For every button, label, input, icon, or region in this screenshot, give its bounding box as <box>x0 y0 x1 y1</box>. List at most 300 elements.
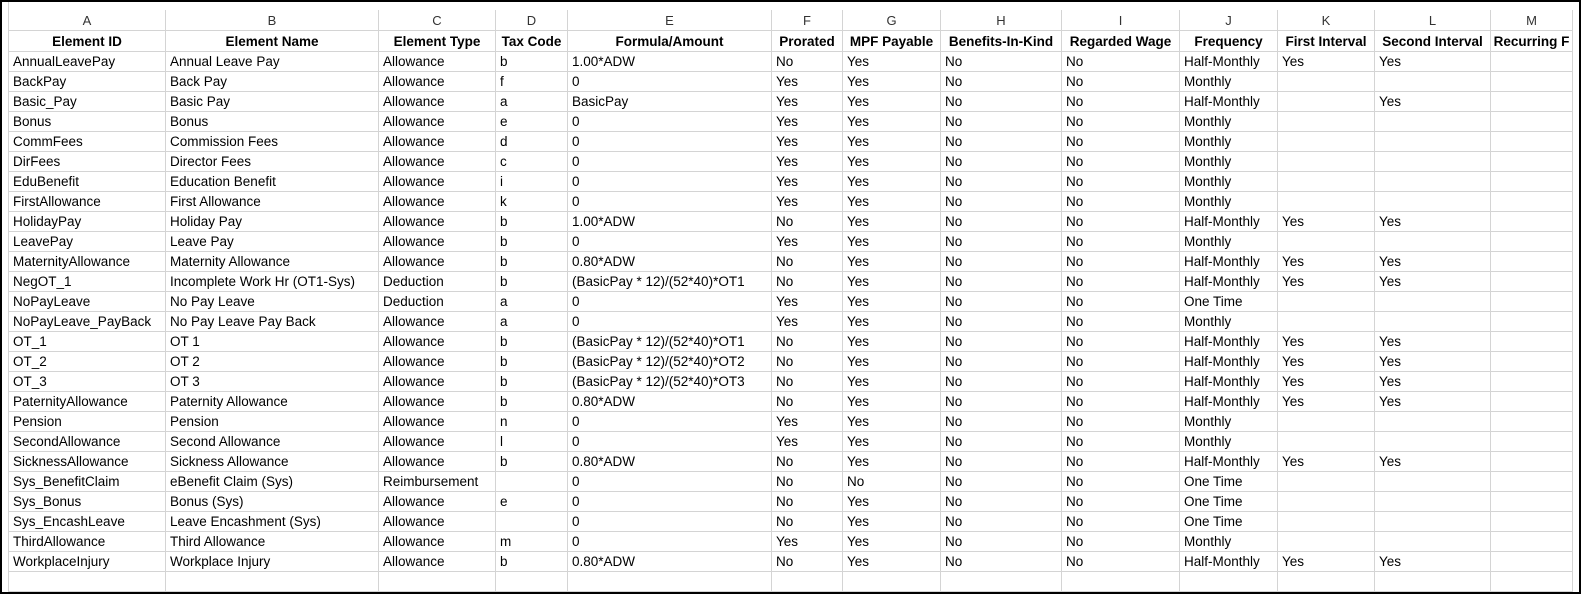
cell-C[interactable]: Deduction <box>379 292 496 312</box>
cell-F[interactable]: Yes <box>772 532 843 552</box>
cell-K[interactable]: Yes <box>1278 452 1375 472</box>
cell-M[interactable] <box>1491 292 1573 312</box>
cell-J[interactable]: Monthly <box>1180 112 1278 132</box>
cell-A[interactable]: EduBenefit <box>9 172 166 192</box>
cell-G[interactable]: Yes <box>843 232 941 252</box>
cell-A[interactable]: Sys_Bonus <box>9 492 166 512</box>
cell-G[interactable]: Yes <box>843 132 941 152</box>
column-header-G[interactable]: G <box>843 10 941 31</box>
column-header-D[interactable]: D <box>496 10 568 31</box>
cell-E[interactable]: (BasicPay * 12)/(52*40)*OT1 <box>568 272 772 292</box>
cell-F[interactable]: Yes <box>772 152 843 172</box>
cell-L[interactable]: Yes <box>1375 92 1491 112</box>
cell-C[interactable]: Allowance <box>379 412 496 432</box>
cell-D[interactable]: e <box>496 492 568 512</box>
cell-I[interactable]: No <box>1062 252 1180 272</box>
cell-I[interactable]: No <box>1062 412 1180 432</box>
header-cell[interactable]: MPF Payable <box>843 31 941 52</box>
cell-B[interactable]: Back Pay <box>166 72 379 92</box>
cell-L[interactable]: Yes <box>1375 332 1491 352</box>
cell-F[interactable]: Yes <box>772 92 843 112</box>
cell-K[interactable] <box>1278 532 1375 552</box>
cell-D[interactable]: b <box>496 212 568 232</box>
cell-E[interactable]: 0 <box>568 412 772 432</box>
cell-I[interactable]: No <box>1062 432 1180 452</box>
cell-F[interactable]: Yes <box>772 412 843 432</box>
cell-C[interactable]: Reimbursement <box>379 472 496 492</box>
cell-E[interactable]: 0 <box>568 132 772 152</box>
column-header-A[interactable]: A <box>9 10 166 31</box>
cell-B[interactable]: Basic Pay <box>166 92 379 112</box>
cell-G[interactable]: Yes <box>843 372 941 392</box>
cell-G[interactable]: Yes <box>843 552 941 572</box>
cell-D[interactable]: a <box>496 92 568 112</box>
cell-B[interactable]: Leave Pay <box>166 232 379 252</box>
cell-L[interactable] <box>1375 172 1491 192</box>
cell-I[interactable]: No <box>1062 232 1180 252</box>
cell-H[interactable]: No <box>941 172 1062 192</box>
cell-L[interactable] <box>1375 492 1491 512</box>
cell-D[interactable]: n <box>496 412 568 432</box>
cell-G[interactable] <box>843 572 941 592</box>
cell-F[interactable]: Yes <box>772 192 843 212</box>
column-header-F[interactable]: F <box>772 10 843 31</box>
cell-E[interactable]: 0 <box>568 232 772 252</box>
cell-D[interactable]: b <box>496 232 568 252</box>
cell-J[interactable]: Monthly <box>1180 412 1278 432</box>
cell-J[interactable]: Half-Monthly <box>1180 332 1278 352</box>
cell-B[interactable]: OT 1 <box>166 332 379 352</box>
column-header-C[interactable]: C <box>379 10 496 31</box>
header-cell[interactable]: Prorated <box>772 31 843 52</box>
cell-F[interactable]: No <box>772 512 843 532</box>
header-cell[interactable]: Element Type <box>379 31 496 52</box>
cell-L[interactable] <box>1375 312 1491 332</box>
cell-B[interactable]: Third Allowance <box>166 532 379 552</box>
cell-K[interactable] <box>1278 132 1375 152</box>
cell-L[interactable] <box>1375 292 1491 312</box>
cell-D[interactable]: b <box>496 272 568 292</box>
cell-M[interactable] <box>1491 372 1573 392</box>
cell-B[interactable]: Workplace Injury <box>166 552 379 572</box>
cell-L[interactable] <box>1375 232 1491 252</box>
cell-D[interactable]: f <box>496 72 568 92</box>
cell-B[interactable] <box>166 572 379 592</box>
cell-L[interactable]: Yes <box>1375 392 1491 412</box>
cell-G[interactable]: Yes <box>843 252 941 272</box>
cell-C[interactable]: Allowance <box>379 332 496 352</box>
cell-I[interactable]: No <box>1062 292 1180 312</box>
header-cell[interactable]: First Interval <box>1278 31 1375 52</box>
cell-I[interactable]: No <box>1062 452 1180 472</box>
cell-G[interactable]: Yes <box>843 272 941 292</box>
cell-B[interactable]: Leave Encashment (Sys) <box>166 512 379 532</box>
cell-I[interactable]: No <box>1062 352 1180 372</box>
cell-B[interactable]: Pension <box>166 412 379 432</box>
cell-A[interactable]: NoPayLeave_PayBack <box>9 312 166 332</box>
cell-M[interactable] <box>1491 232 1573 252</box>
column-header-E[interactable]: E <box>568 10 772 31</box>
cell-C[interactable]: Deduction <box>379 272 496 292</box>
cell-J[interactable]: Half-Monthly <box>1180 252 1278 272</box>
cell-K[interactable] <box>1278 112 1375 132</box>
cell-C[interactable]: Allowance <box>379 532 496 552</box>
cell-H[interactable]: No <box>941 452 1062 472</box>
cell-G[interactable]: Yes <box>843 212 941 232</box>
cell-J[interactable]: One Time <box>1180 472 1278 492</box>
cell-I[interactable]: No <box>1062 272 1180 292</box>
cell-I[interactable] <box>1062 572 1180 592</box>
cell-E[interactable]: 0 <box>568 72 772 92</box>
cell-A[interactable]: Bonus <box>9 112 166 132</box>
cell-H[interactable]: No <box>941 552 1062 572</box>
cell-J[interactable]: Monthly <box>1180 432 1278 452</box>
cell-A[interactable]: SecondAllowance <box>9 432 166 452</box>
cell-C[interactable]: Allowance <box>379 212 496 232</box>
cell-I[interactable]: No <box>1062 332 1180 352</box>
cell-H[interactable]: No <box>941 92 1062 112</box>
cell-J[interactable]: Half-Monthly <box>1180 272 1278 292</box>
header-cell[interactable]: Element Name <box>166 31 379 52</box>
cell-C[interactable]: Allowance <box>379 352 496 372</box>
cell-K[interactable] <box>1278 232 1375 252</box>
cell-D[interactable]: b <box>496 392 568 412</box>
header-cell[interactable]: Frequency <box>1180 31 1278 52</box>
cell-M[interactable] <box>1491 572 1573 592</box>
cell-E[interactable]: 0 <box>568 152 772 172</box>
cell-F[interactable]: No <box>772 332 843 352</box>
cell-I[interactable]: No <box>1062 212 1180 232</box>
cell-H[interactable]: No <box>941 492 1062 512</box>
cell-K[interactable] <box>1278 192 1375 212</box>
cell-G[interactable]: Yes <box>843 52 941 72</box>
cell-G[interactable]: Yes <box>843 452 941 472</box>
cell-C[interactable]: Allowance <box>379 152 496 172</box>
cell-L[interactable]: Yes <box>1375 252 1491 272</box>
cell-A[interactable]: FirstAllowance <box>9 192 166 212</box>
cell-F[interactable]: Yes <box>772 132 843 152</box>
cell-C[interactable]: Allowance <box>379 192 496 212</box>
cell-G[interactable]: Yes <box>843 512 941 532</box>
cell-J[interactable]: Monthly <box>1180 172 1278 192</box>
cell-E[interactable]: 0.80*ADW <box>568 392 772 412</box>
header-cell[interactable]: Formula/Amount <box>568 31 772 52</box>
cell-I[interactable]: No <box>1062 532 1180 552</box>
cell-L[interactable] <box>1375 192 1491 212</box>
cell-L[interactable] <box>1375 412 1491 432</box>
cell-G[interactable]: Yes <box>843 432 941 452</box>
column-header-B[interactable]: B <box>166 10 379 31</box>
cell-K[interactable]: Yes <box>1278 252 1375 272</box>
cell-F[interactable]: No <box>772 472 843 492</box>
cell-J[interactable]: Half-Monthly <box>1180 392 1278 412</box>
column-header-K[interactable]: K <box>1278 10 1375 31</box>
cell-E[interactable]: 0 <box>568 432 772 452</box>
cell-I[interactable]: No <box>1062 112 1180 132</box>
cell-H[interactable]: No <box>941 252 1062 272</box>
cell-E[interactable]: 0 <box>568 512 772 532</box>
cell-M[interactable] <box>1491 512 1573 532</box>
cell-M[interactable] <box>1491 92 1573 112</box>
cell-G[interactable]: Yes <box>843 192 941 212</box>
cell-K[interactable] <box>1278 432 1375 452</box>
cell-J[interactable]: Half-Monthly <box>1180 552 1278 572</box>
cell-F[interactable]: No <box>772 352 843 372</box>
cell-K[interactable]: Yes <box>1278 552 1375 572</box>
cell-D[interactable]: i <box>496 172 568 192</box>
cell-E[interactable]: BasicPay <box>568 92 772 112</box>
cell-K[interactable]: Yes <box>1278 52 1375 72</box>
cell-I[interactable]: No <box>1062 312 1180 332</box>
cell-H[interactable]: No <box>941 192 1062 212</box>
cell-K[interactable]: Yes <box>1278 392 1375 412</box>
cell-A[interactable]: CommFees <box>9 132 166 152</box>
cell-C[interactable]: Allowance <box>379 232 496 252</box>
cell-A[interactable]: NoPayLeave <box>9 292 166 312</box>
cell-A[interactable]: NegOT_1 <box>9 272 166 292</box>
cell-D[interactable] <box>496 512 568 532</box>
cell-F[interactable]: No <box>772 272 843 292</box>
cell-B[interactable]: Second Allowance <box>166 432 379 452</box>
cell-L[interactable] <box>1375 472 1491 492</box>
cell-H[interactable]: No <box>941 312 1062 332</box>
column-header-M[interactable]: M <box>1491 10 1573 31</box>
cell-I[interactable]: No <box>1062 552 1180 572</box>
cell-D[interactable]: b <box>496 252 568 272</box>
cell-D[interactable] <box>496 472 568 492</box>
cell-J[interactable]: Monthly <box>1180 152 1278 172</box>
cell-G[interactable]: Yes <box>843 112 941 132</box>
cell-I[interactable]: No <box>1062 372 1180 392</box>
cell-H[interactable]: No <box>941 152 1062 172</box>
cell-H[interactable]: No <box>941 392 1062 412</box>
cell-E[interactable]: 0 <box>568 472 772 492</box>
cell-H[interactable]: No <box>941 352 1062 372</box>
cell-H[interactable]: No <box>941 212 1062 232</box>
cell-A[interactable]: OT_2 <box>9 352 166 372</box>
cell-I[interactable]: No <box>1062 72 1180 92</box>
cell-D[interactable]: e <box>496 112 568 132</box>
cell-J[interactable]: Half-Monthly <box>1180 92 1278 112</box>
cell-B[interactable]: Bonus (Sys) <box>166 492 379 512</box>
cell-L[interactable]: Yes <box>1375 352 1491 372</box>
cell-B[interactable]: Annual Leave Pay <box>166 52 379 72</box>
cell-J[interactable]: Half-Monthly <box>1180 52 1278 72</box>
cell-E[interactable]: (BasicPay * 12)/(52*40)*OT2 <box>568 352 772 372</box>
cell-F[interactable]: No <box>772 452 843 472</box>
cell-L[interactable] <box>1375 152 1491 172</box>
column-header-J[interactable]: J <box>1180 10 1278 31</box>
cell-D[interactable]: b <box>496 372 568 392</box>
cell-A[interactable]: LeavePay <box>9 232 166 252</box>
cell-J[interactable] <box>1180 572 1278 592</box>
cell-H[interactable]: No <box>941 372 1062 392</box>
header-cell[interactable]: Second Interval <box>1375 31 1491 52</box>
cell-B[interactable]: OT 3 <box>166 372 379 392</box>
cell-M[interactable] <box>1491 252 1573 272</box>
cell-E[interactable]: 0.80*ADW <box>568 552 772 572</box>
cell-H[interactable]: No <box>941 532 1062 552</box>
cell-M[interactable] <box>1491 472 1573 492</box>
cell-F[interactable] <box>772 572 843 592</box>
cell-B[interactable]: First Allowance <box>166 192 379 212</box>
cell-C[interactable]: Allowance <box>379 372 496 392</box>
cell-I[interactable]: No <box>1062 472 1180 492</box>
cell-A[interactable]: MaternityAllowance <box>9 252 166 272</box>
cell-B[interactable]: Paternity Allowance <box>166 392 379 412</box>
cell-F[interactable]: No <box>772 392 843 412</box>
cell-M[interactable] <box>1491 452 1573 472</box>
cell-B[interactable]: Education Benefit <box>166 172 379 192</box>
cell-J[interactable]: Monthly <box>1180 232 1278 252</box>
cell-E[interactable]: 1.00*ADW <box>568 52 772 72</box>
cell-E[interactable]: 0 <box>568 172 772 192</box>
cell-H[interactable]: No <box>941 332 1062 352</box>
cell-H[interactable]: No <box>941 112 1062 132</box>
cell-G[interactable]: Yes <box>843 292 941 312</box>
header-cell[interactable]: Tax Code <box>496 31 568 52</box>
cell-J[interactable]: Half-Monthly <box>1180 212 1278 232</box>
cell-G[interactable]: Yes <box>843 312 941 332</box>
cell-L[interactable] <box>1375 72 1491 92</box>
cell-C[interactable]: Allowance <box>379 252 496 272</box>
cell-H[interactable]: No <box>941 132 1062 152</box>
cell-C[interactable]: Allowance <box>379 552 496 572</box>
cell-D[interactable]: b <box>496 52 568 72</box>
cell-K[interactable]: Yes <box>1278 372 1375 392</box>
cell-D[interactable]: b <box>496 352 568 372</box>
cell-H[interactable]: No <box>941 432 1062 452</box>
cell-J[interactable]: Half-Monthly <box>1180 372 1278 392</box>
cell-M[interactable] <box>1491 552 1573 572</box>
cell-E[interactable]: 0 <box>568 492 772 512</box>
cell-K[interactable]: Yes <box>1278 352 1375 372</box>
cell-M[interactable] <box>1491 432 1573 452</box>
cell-M[interactable] <box>1491 152 1573 172</box>
cell-D[interactable]: b <box>496 452 568 472</box>
cell-H[interactable]: No <box>941 472 1062 492</box>
cell-E[interactable]: 0.80*ADW <box>568 452 772 472</box>
cell-F[interactable]: Yes <box>772 232 843 252</box>
cell-D[interactable]: a <box>496 292 568 312</box>
cell-J[interactable]: Monthly <box>1180 72 1278 92</box>
cell-D[interactable]: b <box>496 552 568 572</box>
cell-A[interactable]: OT_1 <box>9 332 166 352</box>
cell-G[interactable]: Yes <box>843 392 941 412</box>
cell-H[interactable]: No <box>941 52 1062 72</box>
cell-J[interactable]: Monthly <box>1180 192 1278 212</box>
cell-G[interactable]: Yes <box>843 72 941 92</box>
cell-F[interactable]: No <box>772 552 843 572</box>
cell-K[interactable] <box>1278 412 1375 432</box>
cell-A[interactable]: DirFees <box>9 152 166 172</box>
cell-H[interactable]: No <box>941 232 1062 252</box>
cell-E[interactable]: 0 <box>568 112 772 132</box>
cell-C[interactable]: Allowance <box>379 392 496 412</box>
cell-D[interactable]: l <box>496 432 568 452</box>
header-cell[interactable]: Recurring F <box>1491 31 1573 52</box>
header-cell[interactable]: Benefits-In-Kind <box>941 31 1062 52</box>
cell-L[interactable]: Yes <box>1375 52 1491 72</box>
cell-L[interactable]: Yes <box>1375 452 1491 472</box>
cell-M[interactable] <box>1491 492 1573 512</box>
cell-C[interactable]: Allowance <box>379 172 496 192</box>
cell-K[interactable] <box>1278 72 1375 92</box>
cell-M[interactable] <box>1491 532 1573 552</box>
cell-E[interactable] <box>568 572 772 592</box>
cell-H[interactable] <box>941 572 1062 592</box>
cell-L[interactable] <box>1375 112 1491 132</box>
cell-C[interactable]: Allowance <box>379 512 496 532</box>
cell-L[interactable]: Yes <box>1375 272 1491 292</box>
cell-A[interactable]: BackPay <box>9 72 166 92</box>
cell-A[interactable]: AnnualLeavePay <box>9 52 166 72</box>
cell-K[interactable] <box>1278 572 1375 592</box>
cell-K[interactable] <box>1278 312 1375 332</box>
column-header-I[interactable]: I <box>1062 10 1180 31</box>
cell-A[interactable]: OT_3 <box>9 372 166 392</box>
cell-F[interactable]: No <box>772 52 843 72</box>
cell-B[interactable]: No Pay Leave Pay Back <box>166 312 379 332</box>
cell-K[interactable] <box>1278 472 1375 492</box>
cell-A[interactable]: ThirdAllowance <box>9 532 166 552</box>
cell-F[interactable]: No <box>772 212 843 232</box>
cell-M[interactable] <box>1491 412 1573 432</box>
cell-L[interactable] <box>1375 532 1491 552</box>
cell-M[interactable] <box>1491 352 1573 372</box>
cell-L[interactable]: Yes <box>1375 212 1491 232</box>
cell-E[interactable]: (BasicPay * 12)/(52*40)*OT3 <box>568 372 772 392</box>
cell-C[interactable] <box>379 572 496 592</box>
cell-C[interactable]: Allowance <box>379 92 496 112</box>
cell-K[interactable] <box>1278 92 1375 112</box>
cell-B[interactable]: Director Fees <box>166 152 379 172</box>
cell-L[interactable] <box>1375 572 1491 592</box>
column-header-H[interactable]: H <box>941 10 1062 31</box>
cell-A[interactable]: PaternityAllowance <box>9 392 166 412</box>
cell-F[interactable]: Yes <box>772 112 843 132</box>
cell-E[interactable]: 0 <box>568 312 772 332</box>
cell-L[interactable] <box>1375 512 1491 532</box>
cell-C[interactable]: Allowance <box>379 432 496 452</box>
cell-A[interactable]: Sys_BenefitClaim <box>9 472 166 492</box>
cell-F[interactable]: Yes <box>772 172 843 192</box>
cell-G[interactable]: Yes <box>843 352 941 372</box>
cell-B[interactable]: Commission Fees <box>166 132 379 152</box>
cell-I[interactable]: No <box>1062 92 1180 112</box>
cell-L[interactable] <box>1375 132 1491 152</box>
column-header-L[interactable]: L <box>1375 10 1491 31</box>
cell-I[interactable]: No <box>1062 152 1180 172</box>
cell-K[interactable]: Yes <box>1278 212 1375 232</box>
cell-M[interactable] <box>1491 212 1573 232</box>
cell-M[interactable] <box>1491 192 1573 212</box>
cell-I[interactable]: No <box>1062 132 1180 152</box>
cell-E[interactable]: 0.80*ADW <box>568 252 772 272</box>
cell-I[interactable]: No <box>1062 512 1180 532</box>
cell-K[interactable] <box>1278 512 1375 532</box>
cell-H[interactable]: No <box>941 72 1062 92</box>
cell-C[interactable]: Allowance <box>379 52 496 72</box>
cell-H[interactable]: No <box>941 512 1062 532</box>
cell-F[interactable]: Yes <box>772 72 843 92</box>
cell-B[interactable]: Maternity Allowance <box>166 252 379 272</box>
cell-C[interactable]: Allowance <box>379 492 496 512</box>
cell-B[interactable]: Holiday Pay <box>166 212 379 232</box>
cell-I[interactable]: No <box>1062 192 1180 212</box>
cell-B[interactable]: Sickness Allowance <box>166 452 379 472</box>
cell-A[interactable]: Sys_EncashLeave <box>9 512 166 532</box>
